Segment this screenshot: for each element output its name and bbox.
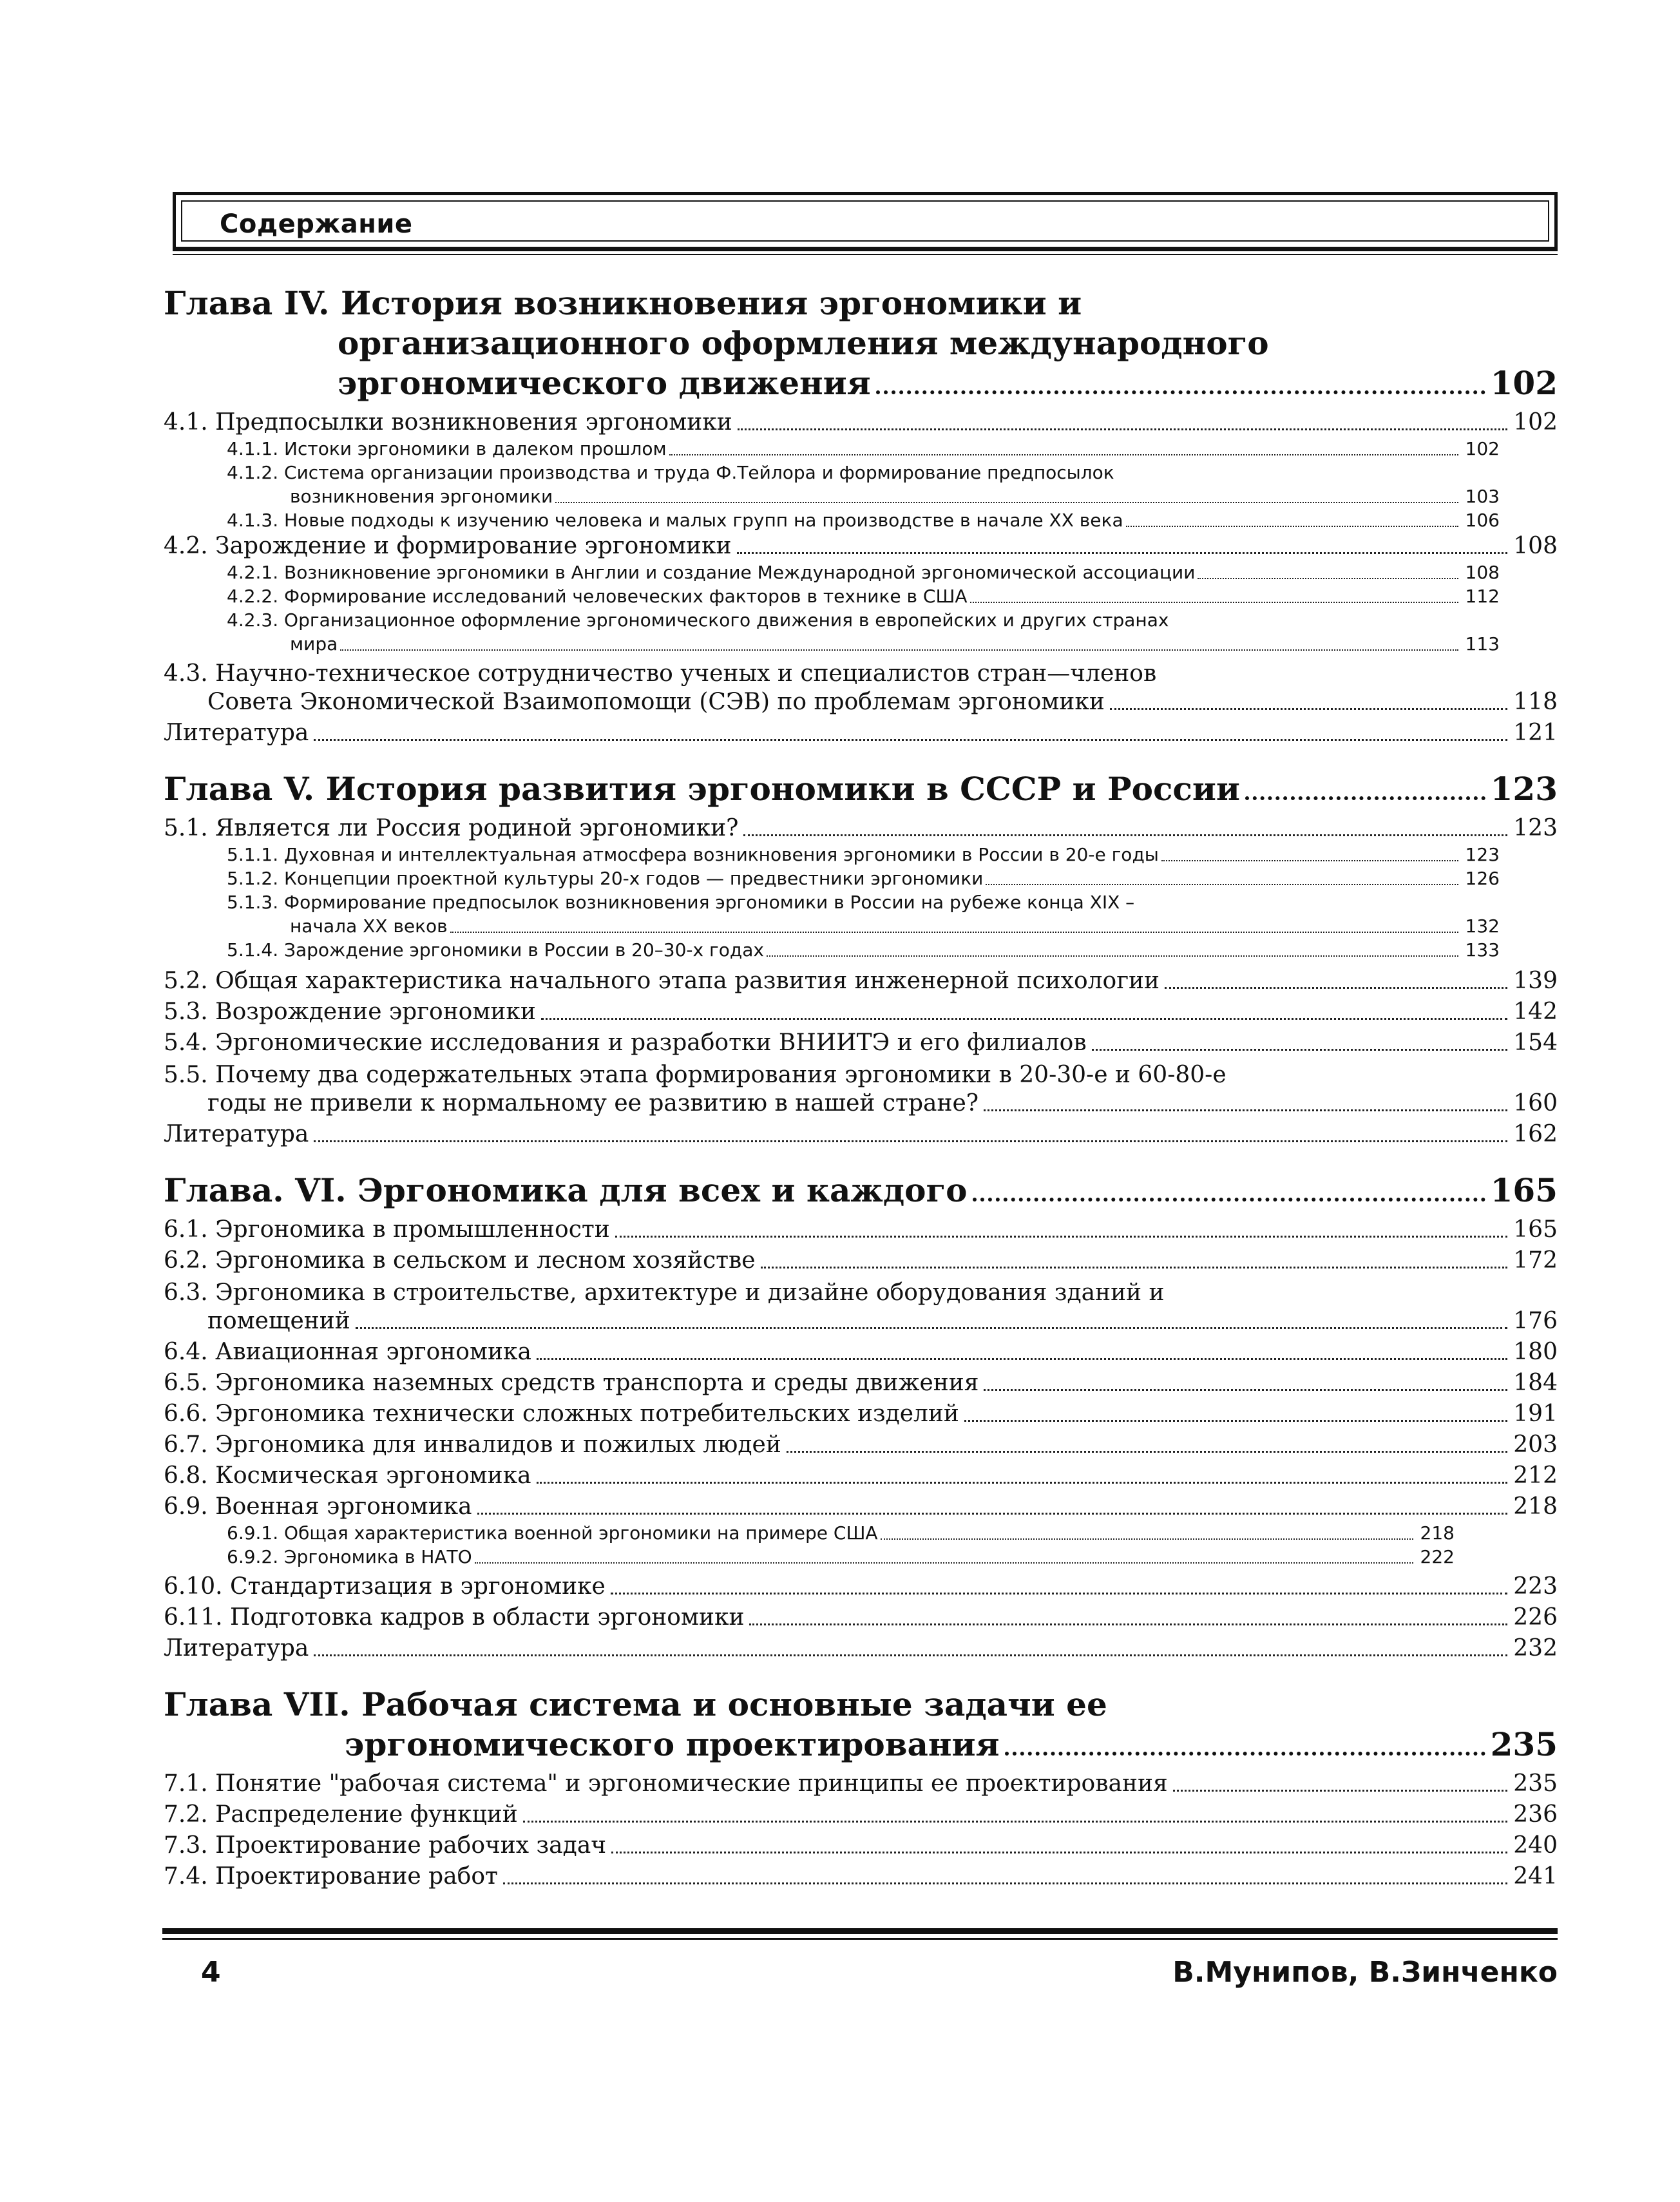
footer-authors: В.Мунипов, В.Зинченко <box>1172 1956 1558 1989</box>
toc-entry[interactable]: 4.2. Зарождение и формирование эргономики 108 <box>164 533 1558 559</box>
toc-subentry[interactable]: 6.9.2. Эргономика в НАТО 222 <box>227 1546 1455 1567</box>
toc-entry-cont[interactable]: помещений 176 <box>207 1308 1558 1334</box>
contents-header-box <box>173 192 1558 250</box>
chapter-5-heading[interactable]: Глава V. История развития эргономики в СССР и России 123 <box>164 770 1558 808</box>
toc-entry[interactable]: 6.9. Военная эргономика 218 <box>164 1493 1558 1520</box>
toc-entry[interactable]: 7.4. Проектирование работ 241 <box>164 1863 1558 1890</box>
dot-leader <box>876 390 1485 394</box>
toc-entry[interactable]: 4.1. Предпосылки возникновения эргономики 102 <box>164 409 1558 436</box>
chapter-4-last-line[interactable]: эргономического движения 102 <box>338 364 1558 402</box>
toc-entry[interactable]: 5.2. Общая характеристика начального этапа развития инженерной психологии 139 <box>164 968 1558 994</box>
toc-entry-cont[interactable]: годы не привели к нормальному ее развитию в нашей стране? 160 <box>207 1090 1558 1116</box>
page-number: 4 <box>201 1956 221 1989</box>
toc-entry[interactable]: 7.3. Проектирование рабочих задач 240 <box>164 1832 1558 1859</box>
toc-entry[interactable]: 6.6. Эргономика технически сложных потребительских изделий 191 <box>164 1401 1558 1427</box>
toc-subentry[interactable]: 4.1.1. Истоки эргономики в далеком прошлом 102 <box>227 438 1500 459</box>
toc-subentry[interactable]: 5.1.4. Зарождение эргономики в России в 20–30-х годах 133 <box>227 939 1500 961</box>
toc-entry-literature[interactable]: Литература 162 <box>164 1121 1558 1147</box>
toc-entry[interactable]: 6.11. Подготовка кадров в области эргономики 226 <box>164 1604 1558 1631</box>
chapter-4-heading[interactable]: Глава IV. История возникновения эргономики и организационного оформления международного <box>164 284 1269 362</box>
toc-entry[interactable]: 6.3. Эргономика в строительстве, архитектуре и дизайне оборудования зданий и <box>164 1279 1165 1306</box>
toc-entry[interactable]: 5.5. Почему два содержательных этапа формирования эргономики в 20-30-е и 60-80-е <box>164 1062 1227 1088</box>
toc-entry-cont[interactable]: Совета Экономической Взаимопомощи (СЭВ) по проблемам эргономики 118 <box>207 689 1558 715</box>
toc-entry[interactable]: 5.3. Возрождение эргономики 142 <box>164 999 1558 1025</box>
footer-rule <box>162 1928 1558 1934</box>
table-of-contents <box>164 283 1558 1891</box>
toc-subentry[interactable]: 5.1.1. Духовная и интеллектуальная атмосфера возникновения эргономики в России в 20-е годы 123 <box>227 844 1500 865</box>
toc-subentry[interactable]: 6.9.1. Общая характеристика военной эргономики на примере США 218 <box>227 1522 1455 1544</box>
toc-subentry[interactable]: 4.1.2. Система организации производства и труда Ф.Тейлора и формирование предпосылок <box>227 462 1114 483</box>
chapter-7-last-line[interactable]: эргономического проектирования 235 <box>345 1725 1558 1763</box>
toc-subentry-cont[interactable]: мира 113 <box>290 633 1500 655</box>
header-underline <box>173 250 1558 255</box>
toc-entry[interactable]: 6.5. Эргономика наземных средств транспорта и среды движения 184 <box>164 1370 1558 1396</box>
toc-subentry-cont[interactable]: возникновения эргономики 103 <box>290 486 1500 507</box>
toc-entry-literature[interactable]: Литература 121 <box>164 720 1558 746</box>
toc-subentry[interactable]: 4.2.3. Организационное оформление эргономического движения в европейских и других странах <box>227 609 1169 631</box>
contents-title: Содержание <box>220 209 413 239</box>
toc-entry[interactable]: 5.1. Является ли Россия родиной эргономики? 123 <box>164 815 1558 841</box>
toc-entry-literature[interactable]: Литература 232 <box>164 1635 1558 1661</box>
toc-subentry-cont[interactable]: начала XX веков 132 <box>290 915 1500 937</box>
toc-entry[interactable]: 6.10. Стандартизация в эргономике 223 <box>164 1573 1558 1600</box>
chapter-6-heading[interactable]: Глава. VI. Эргономика для всех и каждого 165 <box>164 1171 1558 1209</box>
toc-entry[interactable]: 6.4. Авиационная эргономика 180 <box>164 1339 1558 1365</box>
toc-subentry[interactable]: 4.1.3. Новые подходы к изучению человека и малых групп на производстве в начале XX века 106 <box>227 510 1500 531</box>
toc-entry[interactable]: 6.7. Эргономика для инвалидов и пожилых людей 203 <box>164 1431 1558 1458</box>
toc-entry[interactable]: 6.1. Эргономика в промышленности 165 <box>164 1216 1558 1243</box>
page-number: 102 <box>1490 364 1558 402</box>
footer-rule-thin <box>162 1938 1558 1940</box>
toc-entry[interactable]: 4.3. Научно-техническое сотрудничество ученых и специалистов стран—членов <box>164 660 1157 687</box>
toc-subentry[interactable]: 5.1.2. Концепции проектной культуры 20-х годов — предвестники эргономики 126 <box>227 868 1500 889</box>
toc-subentry[interactable]: 4.2.1. Возникновение эргономики в Англии и создание Международной эргономической ассоциации 108 <box>227 562 1500 583</box>
toc-entry[interactable]: 5.4. Эргономические исследования и разработки ВНИИТЭ и его филиалов 154 <box>164 1029 1558 1056</box>
toc-entry[interactable]: 6.2. Эргономика в сельском и лесном хозяйстве 172 <box>164 1247 1558 1274</box>
toc-subentry[interactable]: 5.1.3. Формирование предпосылок возникновения эргономики в России на рубеже конца XIX – <box>227 892 1135 913</box>
chapter-7-heading[interactable]: Глава VII. Рабочая система и основные задачи ее <box>164 1685 1107 1723</box>
toc-entry[interactable]: 7.2. Распределение функций 236 <box>164 1801 1558 1828</box>
toc-entry[interactable]: 7.1. Понятие "рабочая система" и эргономические принципы ее проектирования 235 <box>164 1770 1558 1797</box>
toc-entry[interactable]: 6.8. Космическая эргономика 212 <box>164 1462 1558 1489</box>
toc-subentry[interactable]: 4.2.2. Формирование исследований человеческих факторов в технике в США 112 <box>227 586 1500 607</box>
